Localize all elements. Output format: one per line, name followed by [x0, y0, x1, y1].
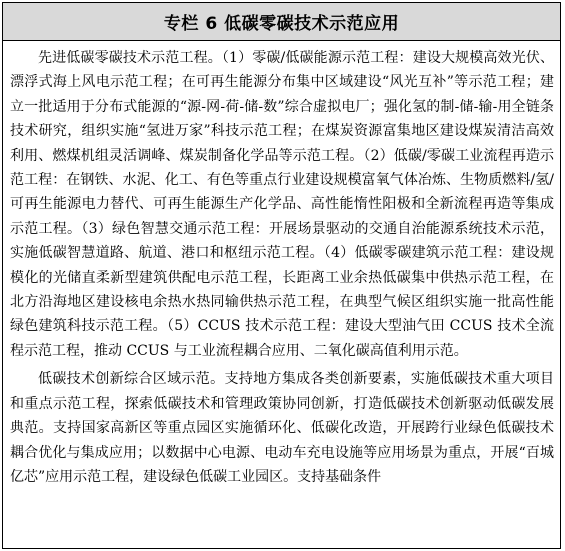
- paragraph-regional-demo: 低碳技术创新综合区域示范。支持地方集成各类创新要素，实施低碳技术重大项目和重点示范工程，探索低碳技术和管理政策协同创新，打造低碳技术创新驱动低碳发展典范。支持国家高新区等重点园区实施循环化、低碳化改造，开展跨行业绿色低碳技术耦合优化与集成应用；以数据中心电源、电动车充电设施等应用场景为重点，开展“百城亿芯”应用示范工程，建设绿色低碳工业园区。支持基础条件: [10, 371, 554, 485]
- column-body: [3, 41, 560, 489]
- column-box: [2, 2, 561, 549]
- column-title: 专栏 6 低碳零碳技术示范应用: [3, 3, 560, 41]
- paragraph-tech-demo: 先进低碳零碳技术示范工程。（1）零碳/低碳能源示范工程：建设大规模高效光伏、漂浮式海上风电示范工程；在可再生能源分布集中区域建设“风光互补”等示范工程；建立一批适用于分布式能源的“源-网-荷-储-数”综合虚拟电厂；强化氢的制-储-输-用全链条技术研究，组织实施“氢进万家”科技示范工程；在煤炭资源富集地区建设煤炭清洁高效利用、燃煤机组灵活调峰、煤炭制备化学品等示范工程。（2）低碳/零碳工业流程再造示范工程：在钢铁、水泥、化工、有色等重点行业建设规模富氧气体冶炼、生物质燃料/氢/可再生能源电力替代、可再生能源生产化学品、高性能惰性阳极和全新流程再造等集成示范工程。（3）绿色智慧交通示范工程：开展场景驱动的交通自治能源系统技术示范，实施低碳智慧道路、航道、港口和枢纽示范工程。（4）低碳零碳建筑示范工程：建设规模化的光储直柔新型建筑供配电示范工程，长距离工业余热低碳集中供热示范工程，在北方沿海地区建设核电余热水热同输供热示范工程，在典型气候区组织实施一批高性能绿色建筑科技示范工程。（5）CCUS 技术示范工程：建设大型油气田 CCUS 技术全流程示范工程，推动 CCUS 与工业流程耦合应用、二氧化碳高值利用示范。: [10, 50, 554, 359]
